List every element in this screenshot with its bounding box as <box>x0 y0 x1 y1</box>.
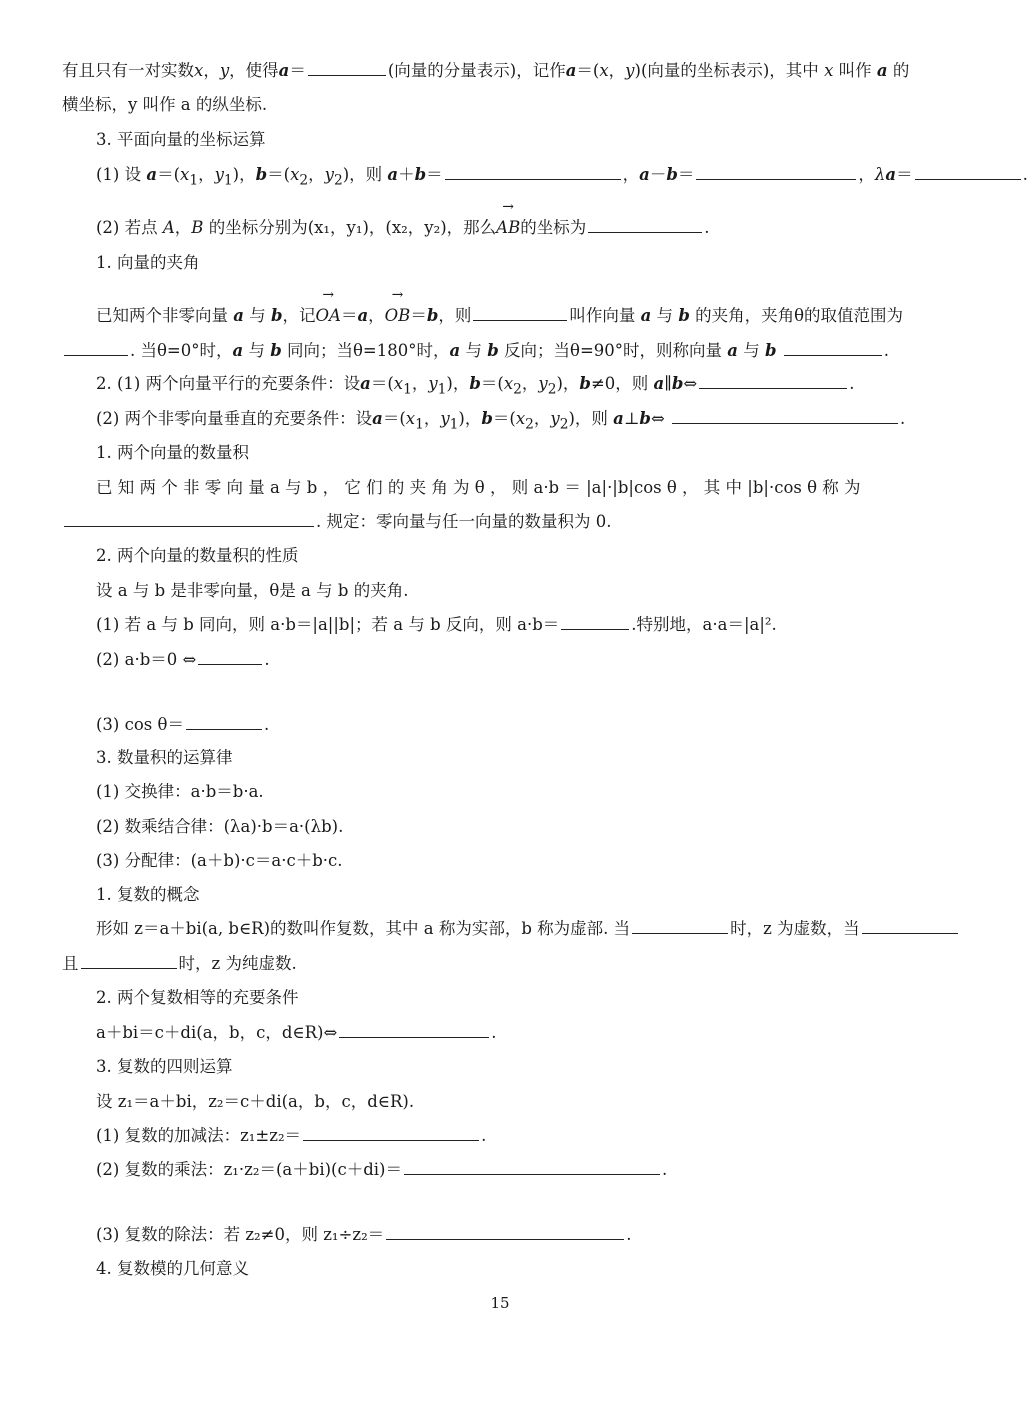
dot-def-line-2 <box>62 511 940 533</box>
heading-text: 4. 复数模的几何意义 <box>96 1259 249 1278</box>
dot-prop-3: (3) cos θ＝ . <box>96 715 270 734</box>
law-line <box>96 816 940 838</box>
fill-blank[interactable] <box>308 60 386 76</box>
text: (2) 两个非零向量垂直的充要条件：设 <box>96 409 373 428</box>
section-heading <box>96 129 940 151</box>
text: 横坐标，y 叫作 a 的纵坐标. <box>62 95 268 114</box>
vector-ob: → OB <box>384 287 411 325</box>
angle-line-2: . 当θ=0°时，a 与 b 同向；当θ=180°时，a 与 b 反向；当θ=90°时，则称向量 a 与 b . <box>62 340 940 362</box>
heading-text: 1. 向量的夹角 <box>96 253 200 272</box>
text: 已 知 两 个 非 零 向 量 a 与 b ， 它 们 的 夹 角 为 θ ， 则 a·b ＝ |a|·|b|cos θ ， 其 中 |b|·cos θ 称 为 <box>96 478 861 497</box>
fill-blank[interactable] <box>588 217 702 233</box>
text: . 当θ=0°时， <box>130 341 233 360</box>
complex-equal: a＋bi＝c＋di(a，b，c，d∈R)⇔ . <box>96 1023 497 1042</box>
complex-setup <box>96 1091 940 1113</box>
text: (2) a·b＝0 ⇔ <box>96 650 197 669</box>
fill-blank[interactable] <box>404 1159 660 1175</box>
section-heading <box>96 442 940 464</box>
text: 设 z₁＝a＋bi，z₂＝c＋di(a，b，c，d∈R). <box>96 1092 415 1111</box>
law-line <box>96 850 940 872</box>
angle-line-1: 已知两个非零向量 a 与 b，记 → OA＝a， → OB＝b，则 叫作向量 a 与 b 的夹角，夹角θ的取值范围为 <box>96 287 904 325</box>
text: 与 <box>249 306 266 325</box>
text: 的坐标为 <box>520 218 587 237</box>
text: 时，z 为虚数，当 <box>730 919 860 938</box>
fill-blank[interactable] <box>915 164 1021 180</box>
fill-blank[interactable] <box>632 918 728 934</box>
text: 叫作 <box>838 61 872 80</box>
perpendicular-line: (2) 两个非零向量垂直的充要条件：设$a=(x_1$，$y_1$)，$b=(x_2$，$y_2$)，则 a⊥b⇔ . <box>96 409 906 433</box>
text: 反向；当θ=90°时，则称向量 <box>504 341 723 360</box>
page-number: 15 <box>490 1294 510 1312</box>
text: a＋bi＝c＋di(a，b，c，d∈R)⇔ <box>96 1023 338 1042</box>
text: (2) 复数的乘法：z₁·z₂＝(a＋bi)(c＋di)＝ <box>96 1160 402 1179</box>
complex-def <box>96 918 940 940</box>
fill-blank[interactable] <box>64 511 314 527</box>
text: (向量的坐标表示)，其中 <box>640 61 819 80</box>
fill-blank[interactable] <box>672 408 898 424</box>
text: (3) 分配律：(a＋b)·c＝a·c＋b·c. <box>96 851 343 870</box>
text: 有且只有一对实数 <box>62 61 194 80</box>
heading-text: 3. 数量积的运算律 <box>96 748 233 767</box>
complex-add: (1) 复数的加减法：z₁±z₂＝ . <box>96 1126 487 1145</box>
section-heading <box>96 1258 940 1280</box>
text: .特别地，a·a＝|a|². <box>631 615 777 634</box>
section-heading <box>96 545 940 567</box>
text: 的 <box>892 61 910 80</box>
parallel-line: 2. (1) 两个向量平行的充要条件：设$a=(x_1$，$y_1$)，$b=(x_2$，$y_2$)，b≠0，则 a∥b⇔ . <box>96 374 855 398</box>
text: 形如 z＝a＋bi(a, b∈R)的数叫作复数，其中 a 称为实部，b 称为虚部. 当 <box>96 919 631 938</box>
fill-blank[interactable] <box>862 918 958 934</box>
text: 时，z 为纯虚数. <box>178 954 297 973</box>
fill-blank[interactable] <box>303 1125 479 1141</box>
section-heading <box>96 252 940 274</box>
text: 的夹角，夹角θ的取值范围为 <box>695 306 904 325</box>
text: (3) cos θ＝ <box>96 715 184 734</box>
heading-text: 2. 两个复数相等的充要条件 <box>96 988 299 1007</box>
fill-blank[interactable] <box>186 714 262 730</box>
fill-blank[interactable] <box>339 1022 489 1038</box>
text: ，则 <box>438 306 472 325</box>
fill-blank[interactable] <box>445 164 621 180</box>
text: 且 <box>62 954 79 973</box>
text: (1) 若 a 与 b 同向，则 a·b＝|a||b|；若 a 与 b 反向，则 a·b＝ <box>96 615 560 634</box>
law-line <box>96 781 940 803</box>
fill-blank[interactable] <box>64 340 128 356</box>
text: (向量的分量表示)，记作 <box>387 61 566 80</box>
heading-text: 1. 复数的概念 <box>96 885 200 904</box>
dot-def-line <box>96 477 940 499</box>
fill-blank[interactable] <box>198 649 262 665</box>
fill-blank[interactable] <box>473 305 567 321</box>
text: (1) 设 <box>96 165 142 184</box>
fill-blank[interactable] <box>699 373 847 389</box>
fill-blank[interactable] <box>386 1224 624 1240</box>
text: 同向；当θ=180°时， <box>287 341 450 360</box>
section-heading <box>96 987 940 1009</box>
text: (1) 复数的加减法：z₁±z₂＝ <box>96 1126 302 1145</box>
text: 叫作向量 <box>569 306 636 325</box>
heading-text: 3. 复数的四则运算 <box>96 1057 233 1076</box>
text: 2. (1) 两个向量平行的充要条件：设 <box>96 374 361 393</box>
dot-cond <box>96 580 940 602</box>
section-heading <box>96 747 940 769</box>
text: 的坐标分别为(x₁，y₁)，(x₂，y₂)，那么 <box>208 218 497 237</box>
dot-prop-2: (2) a·b＝0 ⇔ . <box>96 650 270 669</box>
coord-line-1: 有且只有一对实数x，y，使得a＝ (向量的分量表示)，记作a＝(x，y)(向量的坐标表示)，其中 x 叫作 a 的 <box>62 61 910 80</box>
heading-text: 1. 两个向量的数量积 <box>96 443 249 462</box>
fill-blank[interactable] <box>696 164 856 180</box>
coord-op-1: (1) 设 $a=(x_1$，$y_1$)，$b=(x_2$，$y_2$)，则 a＋b＝ ，a－b＝ ，λa＝ . <box>96 165 1028 189</box>
text: (2) 若点 <box>96 218 158 237</box>
text: ，使得 <box>229 61 279 80</box>
coord-line-2 <box>62 94 940 116</box>
fill-blank[interactable] <box>81 953 177 969</box>
text: (3) 复数的除法：若 z₂≠0，则 z₁÷z₂＝ <box>96 1225 385 1244</box>
text: (1) 交换律：a·b＝b·a. <box>96 782 264 801</box>
text: (2) 数乘结合律：(λa)·b＝a·(λb). <box>96 817 344 836</box>
complex-div: (3) 复数的除法：若 z₂≠0，则 z₁÷z₂＝ . <box>96 1225 632 1244</box>
dot-prop-1 <box>96 614 940 636</box>
fill-blank[interactable] <box>784 340 882 356</box>
fill-blank[interactable] <box>561 614 629 630</box>
text: 设 a 与 b 是非零向量，θ是 a 与 b 的夹角. <box>96 581 409 600</box>
text: 已知两个非零向量 <box>96 306 228 325</box>
text: ，记 <box>282 306 316 325</box>
complex-mul: (2) 复数的乘法：z₁·z₂＝(a＋bi)(c＋di)＝ . <box>96 1160 668 1179</box>
section-heading <box>96 884 940 906</box>
heading-text: 3. 平面向量的坐标运算 <box>96 130 266 149</box>
heading-text: 2. 两个向量的数量积的性质 <box>96 546 299 565</box>
vector-oa: → OA <box>315 287 341 325</box>
vector-ab: → AB <box>496 199 521 237</box>
text: . 规定：零向量与任一向量的数量积为 0. <box>316 512 612 531</box>
section-heading <box>96 1056 940 1078</box>
coord-op-2: (2) 若点 A，B 的坐标分别为(x₁，y₁)，(x₂，y₂)，那么 → AB的坐标为 . <box>96 199 710 237</box>
complex-def-2 <box>62 953 940 975</box>
